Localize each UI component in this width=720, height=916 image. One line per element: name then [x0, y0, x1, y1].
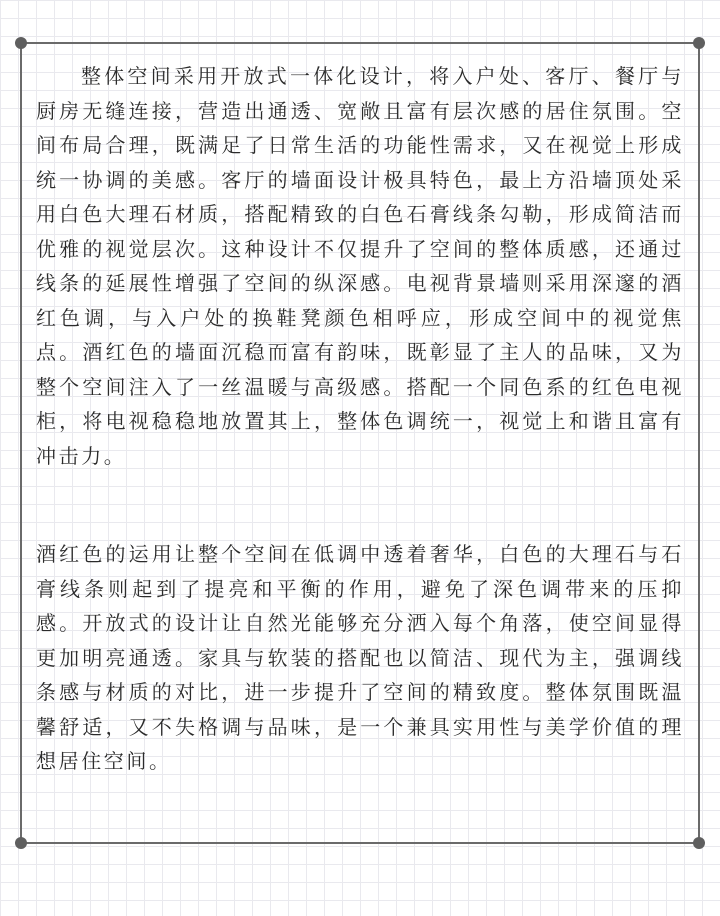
corner-dot-bottom-left	[15, 837, 27, 849]
frame-left-border	[20, 42, 22, 844]
frame-bottom-border	[20, 842, 700, 844]
body-paragraph-2: 酒红色的运用让整个空间在低调中透着奢华，白色的大理石与石膏线条则起到了提亮和平衡的作用，避免了深色调带来的压抑感。开放式的设计让自然光能够充分洒入每个角落，使空间显得更加明亮通透。家具与软装的搭配也以简洁、现代为主，强调线条感与材质的对比，进一步提升了空间的精致度。整体氛围既温馨舒适，又不失格调与品味，是一个兼具实用性与美学价值的理想居住空间。	[36, 542, 684, 773]
corner-dot-top-left	[15, 37, 27, 49]
frame-top-border	[20, 42, 700, 44]
corner-dot-bottom-right	[693, 837, 705, 849]
corner-dot-top-right	[693, 37, 705, 49]
body-paragraph-1: 整体空间采用开放式一体化设计，将入户处、客厅、餐厅与厨房无缝连接，营造出通透、宽敞且富有层次感的居住氛围。空间布局合理，既满足了日常生活的功能性需求，又在视觉上形成统一协调的美感。客厅的墙面设计极具特色，最上方沿墙顶处采用白色大理石材质，搭配精致的白色石膏线条勾勒，形成简洁而优雅的视觉层次。这种设计不仅提升了空间的整体质感，还通过线条的延展性增强了空间的纵深感。电视背景墙则采用深邃的酒红色调，与入户处的换鞋凳颜色相呼应，形成空间中的视觉焦点。酒红色的墙面沉稳而富有韵味，既彰显了主人的品味，又为整个空间注入了一丝温暖与高级感。搭配一个同色系的红色电视柜，将电视稳稳地放置其上，整体色调统一，视觉上和谐且富有冲击力。	[36, 64, 684, 468]
frame-right-border	[698, 42, 700, 844]
